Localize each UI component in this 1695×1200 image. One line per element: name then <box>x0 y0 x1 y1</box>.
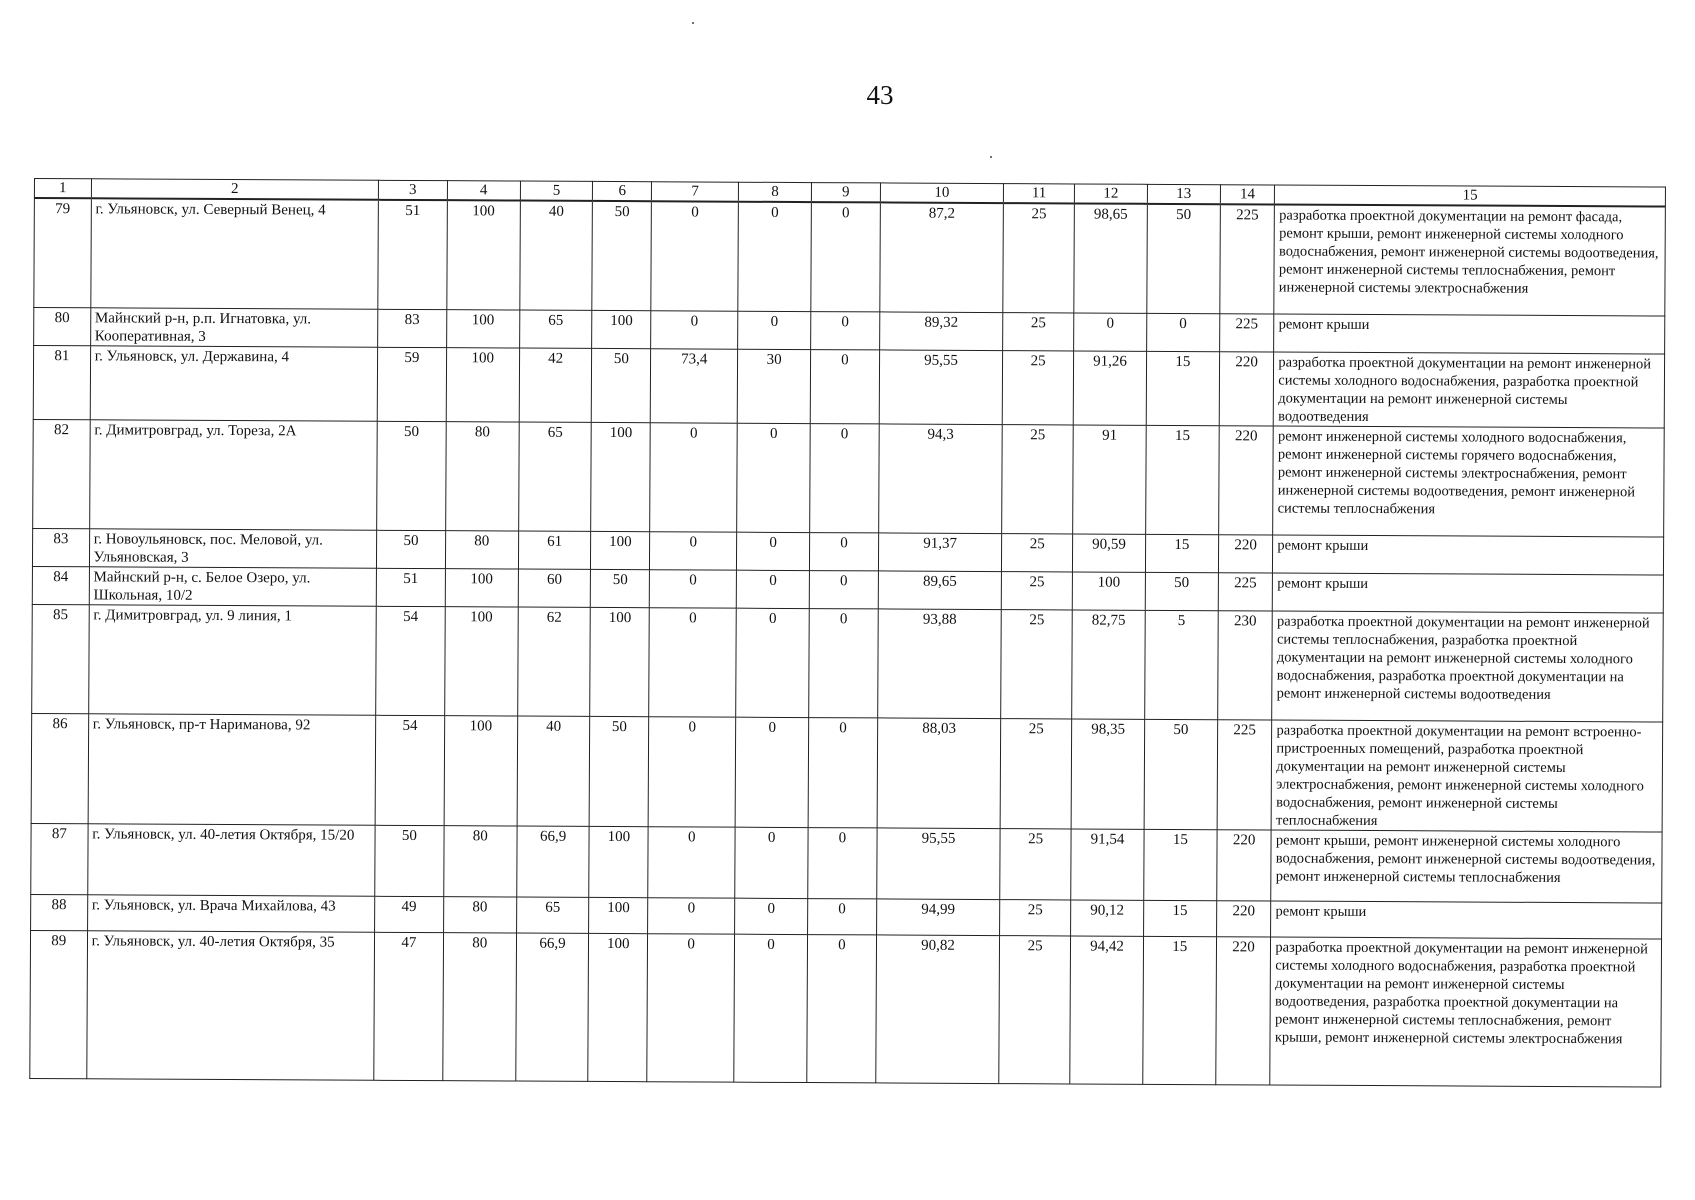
cell-col-13: 5 <box>1145 610 1218 719</box>
cell-col-8: 30 <box>737 349 810 423</box>
cell-col-11: 25 <box>1002 424 1073 533</box>
cell-col-11: 25 <box>1000 899 1071 935</box>
cell-col-5: 65 <box>519 310 592 348</box>
cell-col-7: 0 <box>649 569 736 607</box>
cell-col-8: 0 <box>737 532 810 570</box>
table-body <box>30 198 1666 1087</box>
table-row <box>31 713 1663 832</box>
table-row <box>33 419 1665 537</box>
cell-col-5: 66,9 <box>515 933 589 1081</box>
col-header-1: 1 <box>34 179 91 199</box>
cell-col-8: 0 <box>737 423 810 532</box>
cell-col-11: 25 <box>1000 828 1071 899</box>
cell-col-7: 73,4 <box>650 348 737 422</box>
cell-col-10: 88,03 <box>877 717 1001 828</box>
cell-col-2: г. Ульяновск, пр-т Нариманова, 92 <box>88 713 376 825</box>
cell-col-12: 0 <box>1074 312 1147 350</box>
cell-col-7: 0 <box>649 607 737 716</box>
cell-col-10: 91,37 <box>878 532 1002 571</box>
cell-col-9: 0 <box>808 827 877 898</box>
cell-col-3: 50 <box>376 530 445 568</box>
cell-col-5: 65 <box>516 897 589 933</box>
col-header-14: 14 <box>1220 185 1275 205</box>
cell-col-14: 225 <box>1219 313 1274 351</box>
cell-col-6: 100 <box>591 531 650 569</box>
cell-col-15: разработка проектной документации на ремонт инженерной системы теплоснабжения, разработка проектной документации на ремонт инженерной системы холодного водоснабжения, разработка проектной документации на ремонт инженерной системы водоотведения <box>1272 610 1663 721</box>
cell-col-2: Майнский р-н, р.п. Игнатовка, ул. Кооперативная, 3 <box>90 307 378 347</box>
cell-col-13: 15 <box>1143 900 1216 936</box>
cell-col-15: разработка проектной документации на ремонт встроенно-пристроенных помещений, разработка проектной документации на ремонт инженерной системы электроснабжения, ремонт инженерной системы холодного водоснабжения, ремонт инженерной системы теплоснабжения <box>1271 719 1662 831</box>
cell-col-9: 0 <box>809 570 878 608</box>
cell-col-7: 0 <box>647 933 735 1081</box>
cell-col-12: 94,42 <box>1070 935 1144 1083</box>
table-row <box>33 345 1664 428</box>
cell-col-2: г. Ульяновск, ул. Державина, 4 <box>90 345 378 421</box>
col-header-7: 7 <box>652 182 739 202</box>
cell-col-14: 225 <box>1218 572 1273 610</box>
cell-col-9: 0 <box>810 423 879 532</box>
cell-col-1: 82 <box>33 419 90 528</box>
cell-col-3: 51 <box>378 200 447 309</box>
cell-col-14: 220 <box>1216 900 1271 936</box>
cell-col-12: 91 <box>1073 424 1146 533</box>
cell-col-15: разработка проектной документации на ремонт фасада, ремонт крыши, ремонт инженерной системы холодного водоснабжения, ремонт инженерной системы водоотведения, ремонт инженерной системы теплоснабжения, ремонт инженерной системы электроснабжения <box>1274 204 1665 315</box>
cell-col-15: ремонт инженерной системы холодного водоснабжения, ремонт инженерной системы горячего водоснабжения, ремонт инженерной системы электроснабжения, ремонт инженерной системы водоотведения, ремонт инженерной системы теплоснабжения <box>1273 425 1664 536</box>
cell-col-1: 84 <box>32 566 89 604</box>
register-table <box>29 178 1666 1087</box>
cell-col-14: 230 <box>1217 610 1272 719</box>
cell-col-2: г. Ульяновск, ул. 40-летия Октября, 15/20 <box>87 823 375 896</box>
cell-col-3: 59 <box>377 347 446 421</box>
cell-col-11: 25 <box>1001 571 1072 609</box>
col-header-15: 15 <box>1275 185 1666 207</box>
cell-col-4: 100 <box>444 715 517 825</box>
cell-col-5: 66,9 <box>516 826 589 897</box>
cell-col-6: 100 <box>591 422 650 531</box>
cell-col-4: 80 <box>443 932 517 1080</box>
cell-col-13: 15 <box>1144 829 1217 900</box>
cell-col-10: 95,55 <box>879 349 1003 424</box>
cell-col-13: 15 <box>1145 534 1218 572</box>
col-header-9: 9 <box>811 183 880 203</box>
cell-col-15: разработка проектной документации на ремонт инженерной системы холодного водоснабжения, разработка проектной документации на ремонт инженерной системы водоотведения, разработка проектной документации на ремонт инженерной системы теплоснабжения, ремонт крыши, ремонт инженерной системы электроснабжения <box>1270 936 1661 1086</box>
cell-col-6: 50 <box>592 201 651 310</box>
cell-col-5: 40 <box>517 716 590 826</box>
cell-col-11: 25 <box>1003 203 1074 312</box>
cell-col-1: 86 <box>31 713 88 823</box>
cell-col-2: Майнский р-н, с. Белое Озеро, ул. Школьная, 10/2 <box>89 566 377 606</box>
cell-col-13: 50 <box>1144 719 1217 829</box>
cell-col-12: 91,54 <box>1071 828 1144 899</box>
cell-col-10: 94,99 <box>876 898 1000 935</box>
cell-col-12: 82,75 <box>1072 609 1145 718</box>
cell-col-4: 80 <box>443 896 516 932</box>
cell-col-8: 0 <box>735 827 808 898</box>
table-row <box>32 604 1664 722</box>
col-header-11: 11 <box>1004 184 1075 204</box>
cell-col-10: 95,55 <box>877 827 1001 899</box>
cell-col-15: ремонт крыши, ремонт инженерной системы холодного водоснабжения, ремонт инженерной системы водоотведения, ремонт инженерной системы теплоснабжения <box>1271 829 1662 902</box>
cell-col-14: 225 <box>1220 204 1275 313</box>
cell-col-6: 100 <box>588 933 647 1081</box>
cell-col-15: ремонт крыши <box>1273 534 1664 574</box>
cell-col-2: г. Димитровград, ул. 9 линия, 1 <box>88 604 376 715</box>
scan-speck <box>990 156 992 158</box>
cell-col-2: г. Ульяновск, ул. Врача Михайлова, 43 <box>87 894 375 932</box>
cell-col-2: г. Ульяновск, ул. Северный Венец, 4 <box>90 198 378 309</box>
cell-col-8: 0 <box>738 311 811 349</box>
cell-col-1: 89 <box>30 930 87 1078</box>
cell-col-4: 80 <box>444 825 517 896</box>
cell-col-11: 25 <box>1001 609 1072 718</box>
cell-col-12: 100 <box>1072 571 1145 609</box>
cell-col-8: 0 <box>738 202 811 311</box>
cell-col-10: 89,65 <box>878 570 1002 609</box>
cell-col-4: 100 <box>446 347 519 421</box>
cell-col-5: 65 <box>518 422 591 531</box>
cell-col-5: 60 <box>518 569 591 607</box>
cell-col-10: 90,82 <box>876 934 1000 1083</box>
cell-col-14: 220 <box>1219 351 1274 425</box>
cell-col-6: 100 <box>589 826 648 897</box>
cell-col-11: 25 <box>1000 718 1071 828</box>
cell-col-7: 0 <box>650 422 738 531</box>
cell-col-12: 90,59 <box>1073 533 1146 571</box>
cell-col-1: 88 <box>31 894 88 930</box>
cell-col-3: 50 <box>377 421 446 530</box>
cell-col-7: 0 <box>651 201 739 310</box>
col-header-10: 10 <box>880 183 1004 203</box>
cell-col-15: ремонт крыши <box>1271 900 1662 938</box>
cell-col-9: 0 <box>810 349 879 423</box>
cell-col-14: 225 <box>1217 719 1272 829</box>
cell-col-6: 50 <box>592 348 651 422</box>
cell-col-13: 15 <box>1146 425 1219 534</box>
cell-col-2: г. Новоульяновск, пос. Меловой, ул. Ульяновская, 3 <box>89 528 377 568</box>
cell-col-9: 0 <box>811 202 880 311</box>
cell-col-4: 100 <box>447 200 520 309</box>
cell-col-12: 91,26 <box>1073 350 1146 424</box>
cell-col-3: 54 <box>376 606 445 715</box>
cell-col-10: 93,88 <box>877 608 1001 718</box>
cell-col-3: 51 <box>376 568 445 606</box>
col-header-4: 4 <box>447 181 520 201</box>
table-row <box>31 823 1662 903</box>
cell-col-7: 0 <box>648 716 736 826</box>
cell-col-7: 0 <box>648 826 735 897</box>
col-header-13: 13 <box>1147 184 1220 204</box>
register-sheet <box>29 178 1666 1087</box>
cell-col-15: ремонт крыши <box>1274 313 1665 353</box>
cell-col-15: ремонт крыши <box>1273 572 1664 612</box>
cell-col-14: 220 <box>1218 534 1273 572</box>
cell-col-2: г. Ульяновск, ул. 40-летия Октября, 35 <box>86 930 374 1080</box>
cell-col-9: 0 <box>811 311 880 349</box>
table-row <box>34 198 1666 316</box>
cell-col-5: 40 <box>519 201 592 310</box>
cell-col-9: 0 <box>807 934 877 1082</box>
col-header-6: 6 <box>593 181 652 201</box>
col-header-5: 5 <box>520 181 593 201</box>
cell-col-10: 94,3 <box>878 423 1002 533</box>
cell-col-4: 100 <box>446 309 519 347</box>
cell-col-8: 0 <box>736 608 809 717</box>
cell-col-3: 83 <box>378 309 447 347</box>
cell-col-3: 54 <box>375 715 444 825</box>
cell-col-3: 49 <box>375 896 444 932</box>
col-header-8: 8 <box>739 182 812 202</box>
cell-col-1: 87 <box>31 823 88 894</box>
cell-col-14: 220 <box>1216 829 1271 900</box>
cell-col-1: 81 <box>33 345 90 419</box>
cell-col-6: 100 <box>589 897 648 933</box>
col-header-12: 12 <box>1074 184 1147 204</box>
cell-col-7: 0 <box>650 531 737 569</box>
cell-col-3: 50 <box>375 825 444 896</box>
cell-col-4: 100 <box>445 568 518 606</box>
cell-col-6: 50 <box>591 569 650 607</box>
cell-col-9: 0 <box>808 717 877 827</box>
cell-col-5: 42 <box>519 348 592 422</box>
cell-col-4: 80 <box>445 421 518 530</box>
cell-col-7: 0 <box>651 310 738 348</box>
cell-col-1: 83 <box>32 528 89 566</box>
cell-col-13: 15 <box>1146 351 1219 425</box>
table-row <box>30 930 1662 1087</box>
cell-col-15: разработка проектной документации на ремонт инженерной системы холодного водоснабжения, разработка проектной документации на ремонт инженерной системы водоотведения <box>1274 351 1665 427</box>
cell-col-11: 25 <box>1002 350 1073 424</box>
cell-col-4: 100 <box>444 606 517 715</box>
cell-col-10: 87,2 <box>880 202 1004 312</box>
cell-col-1: 85 <box>32 604 89 713</box>
cell-col-5: 62 <box>517 607 590 716</box>
cell-col-10: 89,32 <box>879 311 1003 350</box>
cell-col-6: 50 <box>590 716 649 826</box>
cell-col-11: 25 <box>1003 312 1074 350</box>
cell-col-8: 0 <box>736 570 809 608</box>
cell-col-6: 100 <box>590 607 649 716</box>
cell-col-1: 80 <box>34 307 91 345</box>
cell-col-7: 0 <box>648 897 735 933</box>
cell-col-13: 50 <box>1147 204 1220 313</box>
cell-col-11: 25 <box>999 935 1071 1083</box>
cell-col-9: 0 <box>809 532 878 570</box>
cell-col-5: 61 <box>518 531 591 569</box>
cell-col-14: 220 <box>1216 936 1271 1084</box>
cell-col-3: 47 <box>374 932 444 1080</box>
cell-col-12: 98,35 <box>1071 718 1144 828</box>
cell-col-9: 0 <box>808 898 877 934</box>
cell-col-8: 0 <box>735 898 808 934</box>
cell-col-8: 0 <box>735 717 808 827</box>
cell-col-14: 220 <box>1218 425 1273 534</box>
cell-col-13: 0 <box>1147 313 1220 351</box>
cell-col-11: 25 <box>1002 533 1073 571</box>
page-number: 43 <box>866 80 894 110</box>
cell-col-12: 98,65 <box>1074 203 1147 312</box>
cell-col-8: 0 <box>734 934 808 1082</box>
col-header-2: 2 <box>91 179 378 200</box>
cell-col-6: 100 <box>592 310 651 348</box>
cell-col-13: 15 <box>1143 936 1217 1084</box>
cell-col-2: г. Димитровград, ул. Тореза, 2А <box>89 419 377 530</box>
cell-col-4: 80 <box>445 530 518 568</box>
scan-speck <box>692 22 694 24</box>
cell-col-13: 50 <box>1145 572 1218 610</box>
col-header-3: 3 <box>378 180 447 200</box>
cell-col-12: 90,12 <box>1071 899 1144 935</box>
cell-col-9: 0 <box>809 608 878 717</box>
cell-col-1: 79 <box>34 198 91 307</box>
